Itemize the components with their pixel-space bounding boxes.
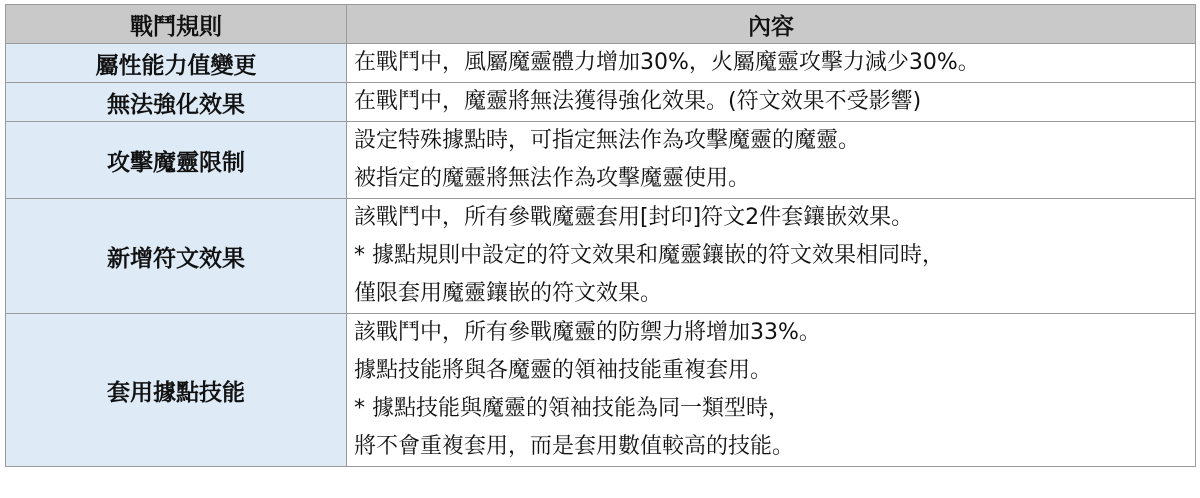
rule-name: 套用據點技能 <box>6 314 347 467</box>
table-row <box>6 122 1196 199</box>
header-content: 內容 <box>347 5 1196 44</box>
content-line: 據點技能將與各魔靈的領袖技能重複套用。 <box>354 358 773 383</box>
rule-content <box>347 122 1196 199</box>
table-row <box>6 199 1196 314</box>
rule-name: 屬性能力值變更 <box>6 44 347 83</box>
content-line: 該戰鬥中，所有參戰魔靈的防禦力將增加33%。 <box>354 320 821 345</box>
table-header-row <box>6 5 1196 44</box>
rule-content <box>347 314 1196 467</box>
header-rule: 戰鬥規則 <box>6 5 347 44</box>
content-line: 在戰鬥中，魔靈將無法獲得強化效果。(符文效果不受影響) <box>354 89 922 114</box>
content-line: 將不會重複套用，而是套用數值較高的技能。 <box>354 434 795 459</box>
rule-content <box>347 199 1196 314</box>
rule-name: 無法強化效果 <box>6 83 347 122</box>
table-row <box>6 83 1196 122</box>
table-row <box>6 314 1196 467</box>
battle-rules-table <box>5 4 1196 467</box>
content-line: 該戰鬥中，所有參戰魔靈套用[封印]符文2件套鑲嵌效果。 <box>354 205 914 230</box>
content-line: 被指定的魔靈將無法作為攻擊魔靈使用。 <box>354 166 751 191</box>
rule-content <box>347 44 1196 83</box>
rule-name: 新增符文效果 <box>6 199 347 314</box>
rule-name: 攻擊魔靈限制 <box>6 122 347 199</box>
table-row <box>6 44 1196 83</box>
content-line: 設定特殊據點時，可指定無法作為攻擊魔靈的魔靈。 <box>354 128 861 153</box>
content-line: 僅限套用魔靈鑲嵌的符文效果。 <box>354 281 663 306</box>
content-line: * 據點規則中設定的符文效果和魔靈鑲嵌的符文效果相同時， <box>354 243 944 268</box>
content-line: * 據點技能與魔靈的領袖技能為同一類型時， <box>354 396 790 421</box>
content-line: 在戰鬥中，風屬魔靈體力增加30%，火屬魔靈攻擊力減少30%。 <box>354 50 980 75</box>
rules-table-container <box>5 4 1196 467</box>
rule-content <box>347 83 1196 122</box>
